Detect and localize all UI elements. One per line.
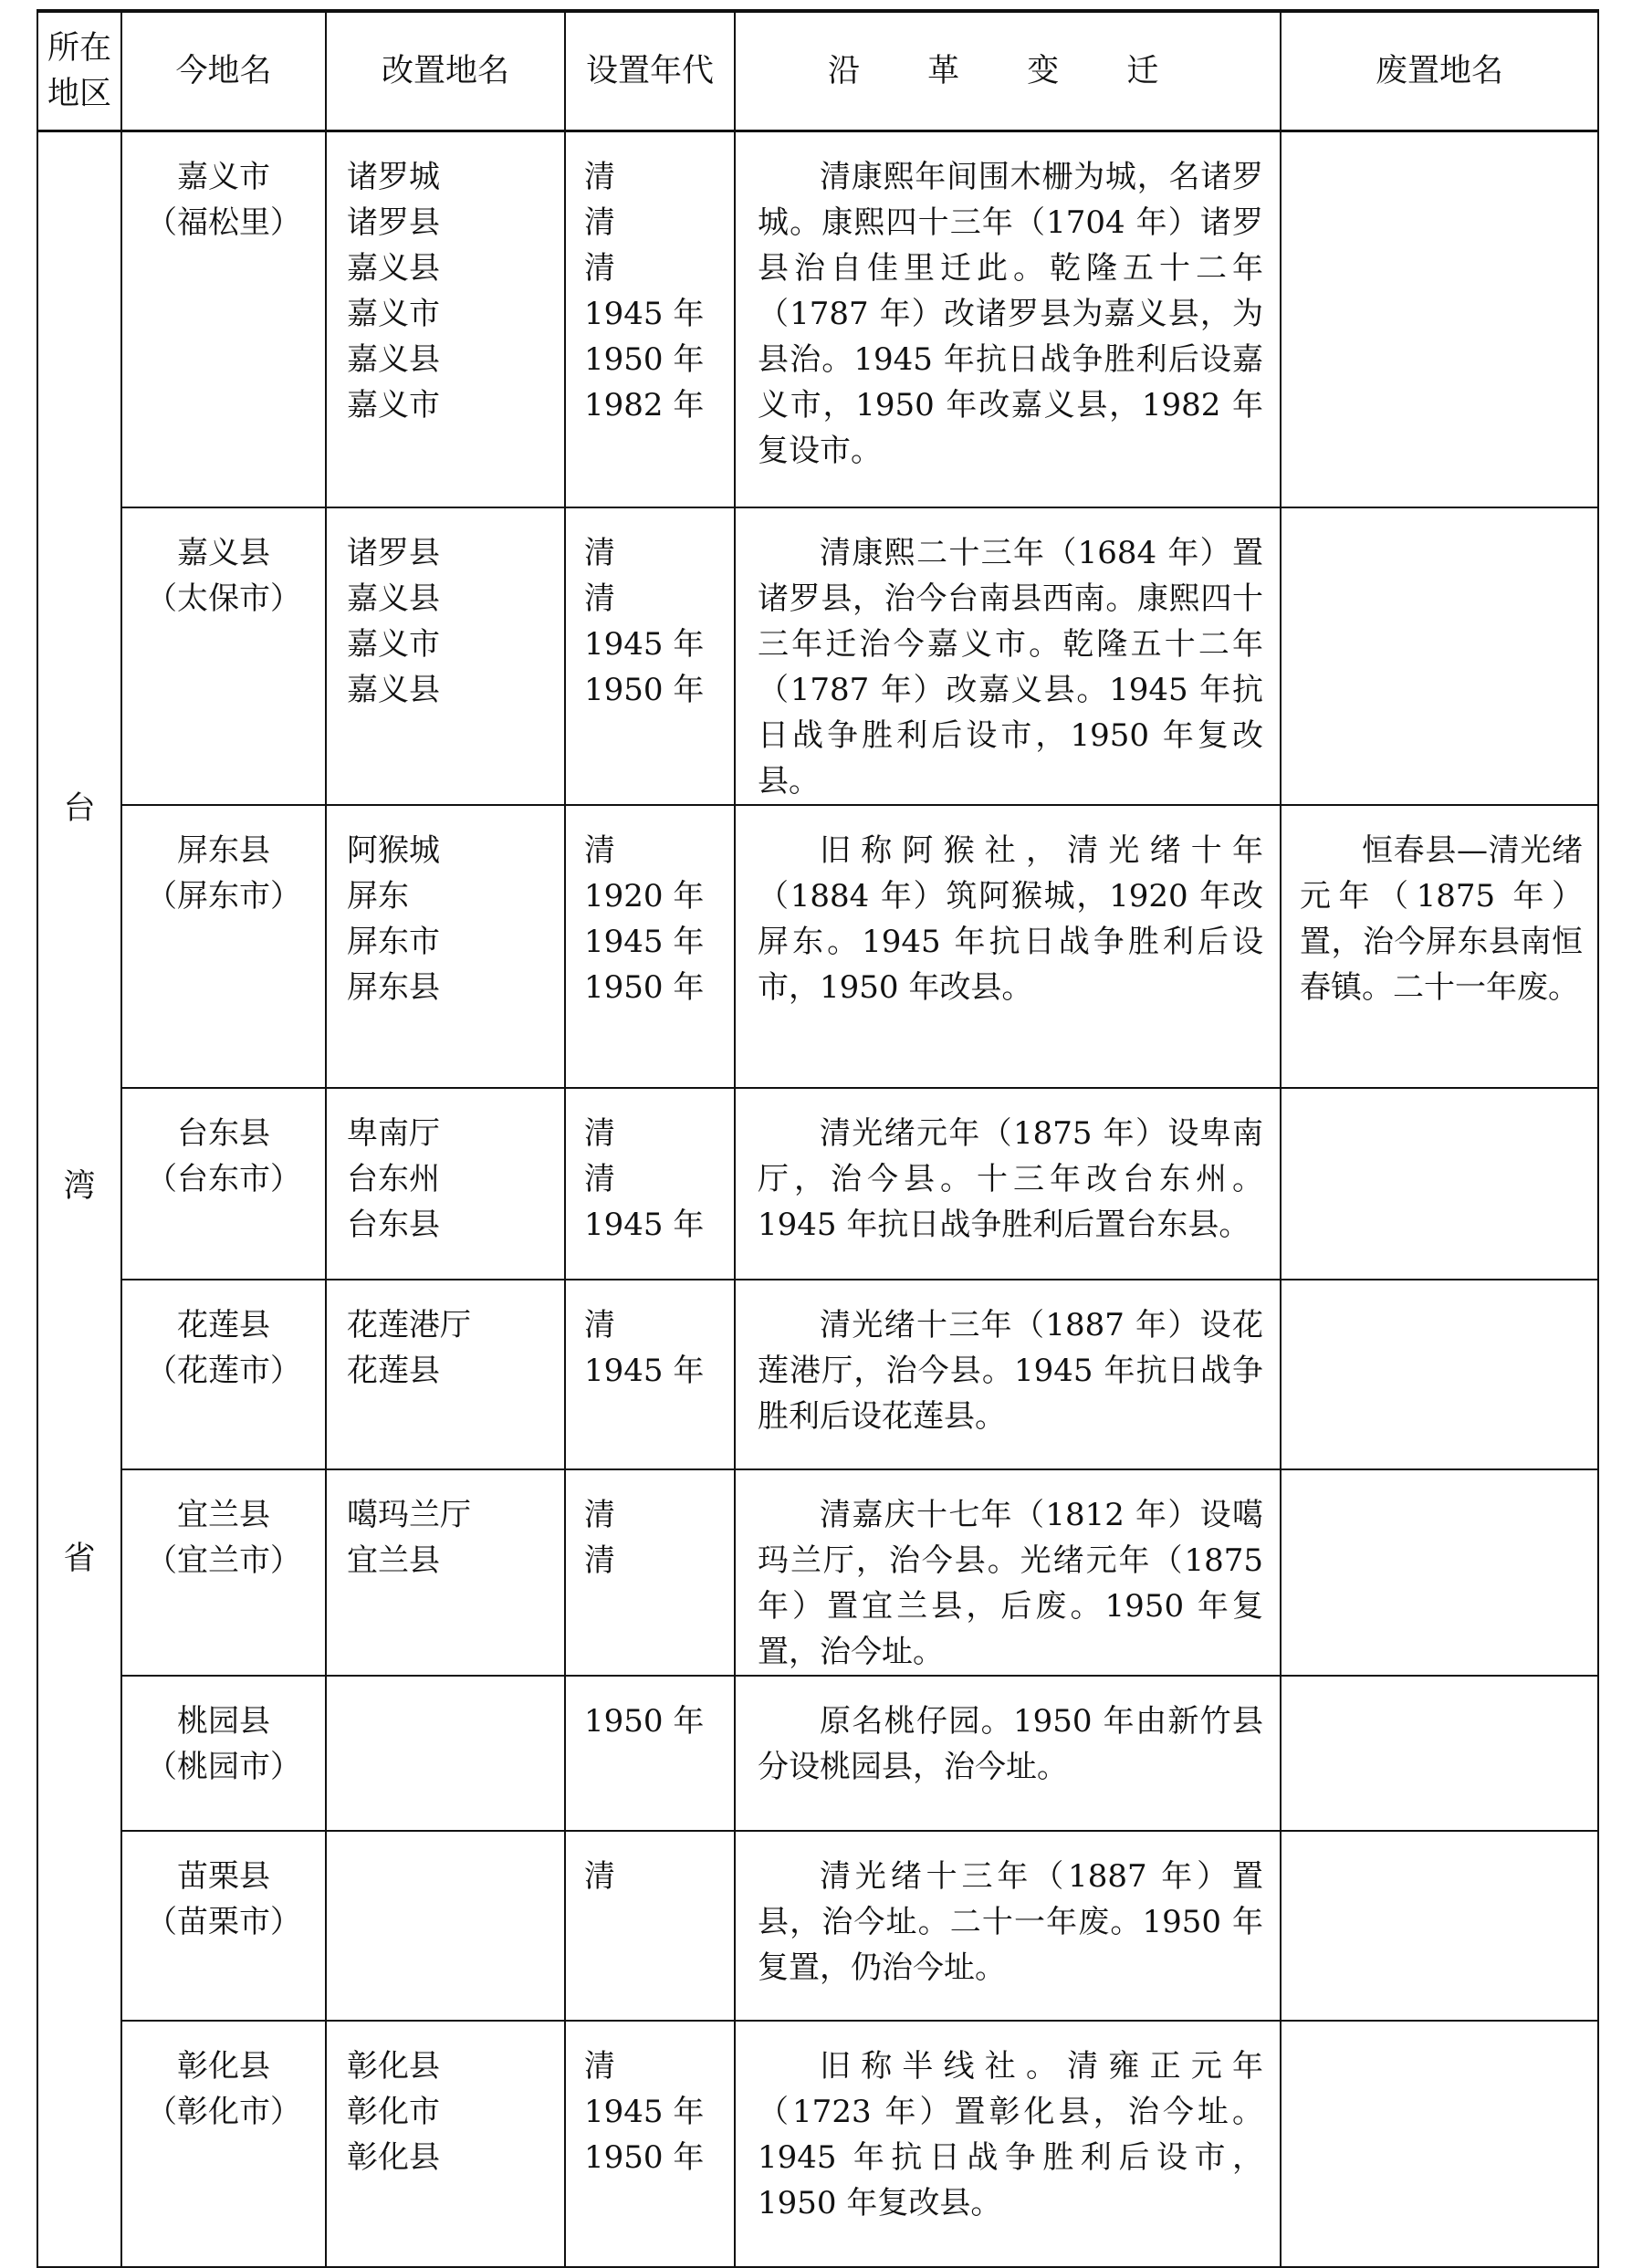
header-region — [37, 11, 121, 131]
set-era: 清 — [584, 831, 615, 869]
current-name: 屏东县 — [177, 831, 270, 869]
set-era: 1945 年 — [584, 923, 705, 960]
changed-name-cell — [326, 1676, 565, 1831]
changed-name: 彰化县 — [347, 2047, 440, 2085]
header-history: 沿 革 变 迁 — [735, 11, 1281, 131]
current-name: 苗栗县 — [177, 1857, 270, 1895]
changed-name: 台东州 — [347, 1160, 440, 1197]
seat-name: （苗栗市） — [146, 1903, 301, 1940]
current-name: 桃园县 — [177, 1702, 270, 1740]
changed-name-cell — [326, 2021, 565, 2267]
history-cell: 清嘉庆十七年（1812 年）设噶玛兰厅，治今县。光绪元年（1875 年）置宜兰县，后废。1950 年复置，治今址。 — [735, 1469, 1281, 1676]
set-era-cell — [565, 131, 735, 507]
current-name-cell — [121, 805, 326, 1088]
set-era-cell — [565, 1676, 735, 1831]
table-row — [37, 805, 1598, 1088]
abolished-cell: 恒春县—清光绪元年（1875 年）置，治今屏东县南恒春镇。二十一年废。 — [1281, 805, 1598, 1088]
table-row — [37, 1280, 1598, 1469]
seat-name: （宜兰市） — [146, 1542, 301, 1579]
changed-name-cell — [326, 1831, 565, 2021]
history-cell: 清光绪十三年（1887 年）设花莲港厅，治今县。1945 年抗日战争胜利后设花莲县。 — [735, 1280, 1281, 1469]
table-row — [37, 131, 1598, 507]
set-era: 清 — [584, 1496, 615, 1533]
table-row — [37, 1088, 1598, 1280]
current-name: 彰化县 — [177, 2047, 270, 2085]
set-era: 1945 年 — [584, 1206, 705, 1243]
current-name-cell — [121, 507, 326, 805]
region-char: 湾 — [63, 1168, 96, 1205]
header-set-era: 设置年代 — [565, 11, 735, 131]
history-cell: 旧称阿猴社，清光绪十年（1884 年）筑阿猴城，1920 年改屏东。1945 年抗日战争胜利后设市，1950 年改县。 — [735, 805, 1281, 1088]
changed-name: 诸罗城 — [347, 159, 440, 195]
current-name-cell — [121, 1469, 326, 1676]
set-era: 1950 年 — [584, 968, 705, 1006]
set-era: 1945 年 — [584, 296, 705, 332]
current-name-cell — [121, 1831, 326, 2021]
set-era: 1950 年 — [584, 2138, 705, 2176]
set-era: 1945 年 — [584, 2093, 705, 2130]
changed-name: 嘉义县 — [347, 580, 440, 617]
changed-name: 诸罗县 — [347, 534, 440, 571]
set-era: 清 — [584, 1542, 615, 1579]
set-era: 清 — [584, 159, 615, 195]
seat-name: （花莲市） — [146, 1352, 301, 1389]
region-char: 省 — [63, 1541, 96, 1577]
set-era-cell — [565, 1088, 735, 1280]
set-era-cell — [565, 507, 735, 805]
set-era: 清 — [584, 1306, 615, 1343]
abolished-cell — [1281, 1831, 1598, 2021]
changed-name: 诸罗县 — [347, 204, 440, 241]
set-era: 清 — [584, 204, 615, 241]
set-era-cell — [565, 2021, 735, 2267]
set-era-cell — [565, 1831, 735, 2021]
header-changed-name: 改置地名 — [326, 11, 565, 131]
current-name-cell — [121, 131, 326, 507]
current-name: 台东县 — [177, 1114, 270, 1152]
current-name: 花莲县 — [177, 1306, 270, 1343]
gazetteer-table — [37, 9, 1599, 2268]
abolished-cell — [1281, 131, 1598, 507]
set-era: 1945 年 — [584, 625, 705, 663]
table-row — [37, 1676, 1598, 1831]
history-cell: 旧称半线社。清雍正元年（1723 年）置彰化县，治今址。1945 年抗日战争胜利后设市，1950 年复改县。 — [735, 2021, 1281, 2267]
abolished-cell — [1281, 1676, 1598, 1831]
abolished-cell — [1281, 1088, 1598, 1280]
abolished-cell — [1281, 1469, 1598, 1676]
set-era: 1982 年 — [584, 387, 705, 423]
changed-name-cell — [326, 1280, 565, 1469]
changed-name: 嘉义市 — [347, 387, 440, 423]
set-era: 1945 年 — [584, 1352, 705, 1389]
changed-name: 台东县 — [347, 1206, 440, 1243]
table-row — [37, 1469, 1598, 1676]
table-row — [37, 1831, 1598, 2021]
history-cell: 原名桃仔园。1950 年由新竹县分设桃园县，治今址。 — [735, 1676, 1281, 1831]
set-era-cell — [565, 1469, 735, 1676]
changed-name: 屏东市 — [347, 923, 440, 960]
changed-name: 嘉义县 — [347, 671, 440, 708]
set-era: 1950 年 — [584, 341, 705, 378]
header-current-name: 今地名 — [121, 11, 326, 131]
abolished-cell — [1281, 1280, 1598, 1469]
changed-name: 彰化县 — [347, 2138, 440, 2176]
changed-name: 嘉义市 — [347, 625, 440, 663]
set-era-cell — [565, 1280, 735, 1469]
current-name-cell — [121, 1676, 326, 1831]
header-abolished: 废置地名 — [1281, 11, 1598, 131]
changed-name-cell — [326, 131, 565, 507]
region-cell — [37, 131, 121, 2267]
header-region-line2: 地区 — [47, 76, 111, 112]
changed-name-cell — [326, 1469, 565, 1676]
changed-name: 花莲县 — [347, 1352, 440, 1389]
seat-name: （台东市） — [146, 1160, 301, 1197]
set-era: 1920 年 — [584, 877, 705, 915]
set-era: 清 — [584, 2047, 615, 2085]
changed-name: 屏东 — [347, 877, 409, 915]
set-era: 清 — [584, 250, 615, 287]
current-name-cell — [121, 1280, 326, 1469]
set-era: 清 — [584, 1857, 615, 1895]
seat-name: （太保市） — [146, 580, 301, 617]
changed-name: 屏东县 — [347, 968, 440, 1006]
changed-name: 彰化市 — [347, 2093, 440, 2130]
seat-name: （桃园市） — [146, 1748, 301, 1785]
changed-name: 卑南厅 — [347, 1114, 440, 1152]
changed-name: 宜兰县 — [347, 1542, 440, 1579]
changed-name-cell — [326, 805, 565, 1088]
changed-name-cell — [326, 507, 565, 805]
set-era: 清 — [584, 534, 615, 571]
changed-name: 阿猴城 — [347, 831, 440, 869]
current-name: 宜兰县 — [177, 1496, 270, 1533]
set-era: 1950 年 — [584, 1702, 705, 1740]
history-cell: 清康熙二十三年（1684 年）置诸罗县，治今台南县西南。康熙四十三年迁治今嘉义市。乾隆五十二年（1787 年）改嘉义县。1945 年抗日战争胜利后设市，1950 年复改县。 — [735, 507, 1281, 805]
history-cell: 清光绪元年（1875 年）设卑南厅，治今县。十三年改台东州。1945 年抗日战争胜利后置台东县。 — [735, 1088, 1281, 1280]
current-name: 嘉义市 — [177, 159, 270, 195]
current-name: 嘉义县 — [177, 534, 270, 571]
abolished-cell — [1281, 507, 1598, 805]
changed-name: 嘉义县 — [347, 341, 440, 378]
table-row — [37, 2021, 1598, 2267]
changed-name-cell — [326, 1088, 565, 1280]
changed-name: 噶玛兰厅 — [347, 1496, 471, 1533]
changed-name: 嘉义市 — [347, 296, 440, 332]
changed-name: 花莲港厅 — [347, 1306, 471, 1343]
seat-name: （福松里） — [146, 204, 301, 241]
set-era-cell — [565, 805, 735, 1088]
history-cell: 清康熙年间围木栅为城，名诸罗城。康熙四十三年（1704 年）诸罗县治自佳里迁此。乾隆五十二年（1787 年）改诸罗县为嘉义县，为县治。1945 年抗日战争胜利后设嘉义市，1950 年改嘉义县，1982 年复设市。 — [735, 131, 1281, 507]
header-row — [37, 11, 1598, 131]
current-name-cell — [121, 1088, 326, 1280]
region-char: 台 — [63, 790, 96, 827]
table-row — [37, 507, 1598, 805]
seat-name: （彰化市） — [146, 2093, 301, 2130]
seat-name: （屏东市） — [146, 877, 301, 915]
set-era: 1950 年 — [584, 671, 705, 708]
set-era: 清 — [584, 1160, 615, 1197]
set-era: 清 — [584, 1114, 615, 1152]
set-era: 清 — [584, 580, 615, 617]
header-region-line1: 所在 — [47, 30, 111, 67]
changed-name: 嘉义县 — [347, 250, 440, 287]
history-cell: 清光绪十三年（1887 年）置县，治今址。二十一年废。1950 年复置，仍治今址。 — [735, 1831, 1281, 2021]
abolished-cell — [1281, 2021, 1598, 2267]
current-name-cell — [121, 2021, 326, 2267]
